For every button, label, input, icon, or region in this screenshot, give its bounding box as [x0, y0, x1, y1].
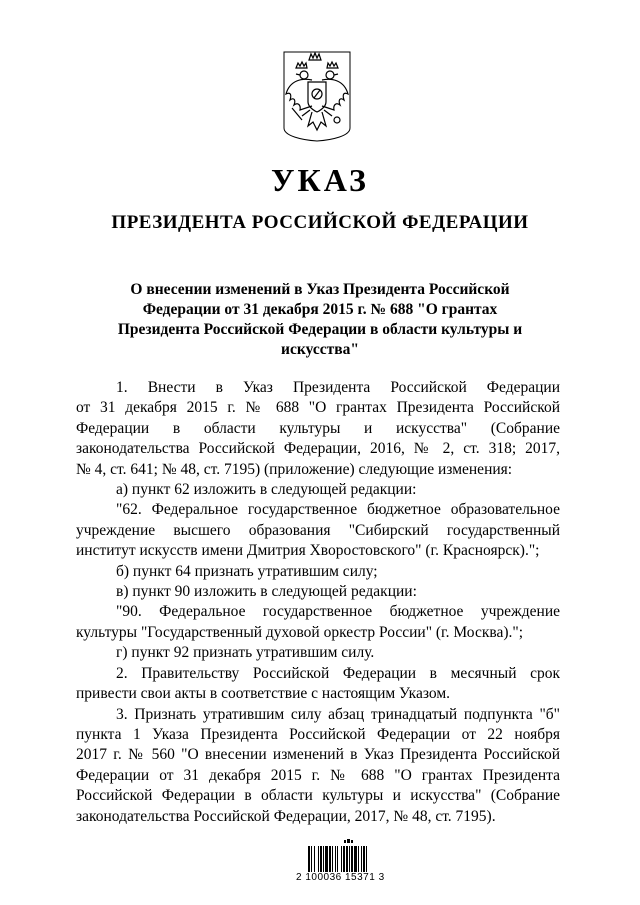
barcode-number: 2 100036 15371 3	[296, 872, 385, 883]
body-line: институт искусств имени Дмитрия Хворостовского" (г. Красноярск).";	[76, 542, 540, 560]
body-line: а) пункт 62 изложить в следующей редакции:	[116, 481, 417, 499]
body-line: Федерации в области культуры и искусства" (Собрание	[76, 419, 560, 437]
document-title: УКАЗ	[271, 162, 369, 198]
barcode-icon	[300, 838, 400, 898]
body-line: Российской Федерации в области культуры и искусства" (Собрание	[76, 787, 560, 805]
body-line: культуры "Государственный духовой оркестр России" (г. Москва).";	[76, 623, 524, 641]
body-line: законодательства Российской Федерации, 2017, № 48, ст. 7195).	[76, 807, 496, 825]
body-line: 2017 г. № 560 "О внесении изменений в Указ Президента Российской	[76, 746, 560, 764]
body-line: в) пункт 90 изложить в следующей редакции:	[116, 583, 417, 601]
body-line: законодательства Российской Федерации, 2016, № 2, ст. 318; 2017,	[76, 440, 560, 458]
body-line: пункта 1 Указа Президента Российской Федерации от 22 ноября	[76, 725, 560, 743]
heading-line: Президента Российской Федерации в области культуры и	[117, 321, 523, 338]
body-line: б) пункт 64 признать утратившим силу;	[116, 562, 378, 580]
body-line: от 31 декабря 2015 г. № 688 "О грантах Президента Российской	[76, 399, 560, 417]
body-line: привести свои акты в соответствие с настоящим Указом.	[76, 685, 451, 703]
body-line: учреждение высшего образования "Сибирский государственный	[76, 521, 560, 539]
body-line: г) пункт 92 признать утратившим силу.	[116, 644, 375, 662]
body-line: "62. Федеральное государственное бюджетное образовательное	[116, 501, 560, 519]
body-line: "90. Федеральное государственное бюджетное учреждение	[116, 603, 560, 621]
decree-body	[76, 378, 560, 827]
body-line: 3. Признать утратившим силу абзац тринадцатый подпункта "б"	[116, 705, 560, 723]
coat-of-arms-icon	[282, 50, 352, 142]
body-line: № 4, ст. 641; № 48, ст. 7195) (приложение) следующие изменения:	[76, 460, 513, 478]
body-line: Федерации от 31 декабря 2015 г. № 688 "О грантах Президента	[76, 766, 560, 784]
body-line: 1. Внести в Указ Президента Российской Федерации	[116, 379, 560, 396]
heading-line: О внесении изменений в Указ Президента Российской	[130, 281, 510, 298]
document-subtitle: ПРЕЗИДЕНТА РОССИЙСКОЙ ФЕДЕРАЦИИ	[111, 212, 529, 233]
body-line: 2. Правительству Российской Федерации в месячный срок	[116, 664, 560, 682]
heading-line: Федерации от 31 декабря 2015 г. № 688 "О грантах	[142, 301, 498, 318]
decree-heading	[100, 280, 540, 360]
heading-line: искусства"	[281, 341, 359, 358]
